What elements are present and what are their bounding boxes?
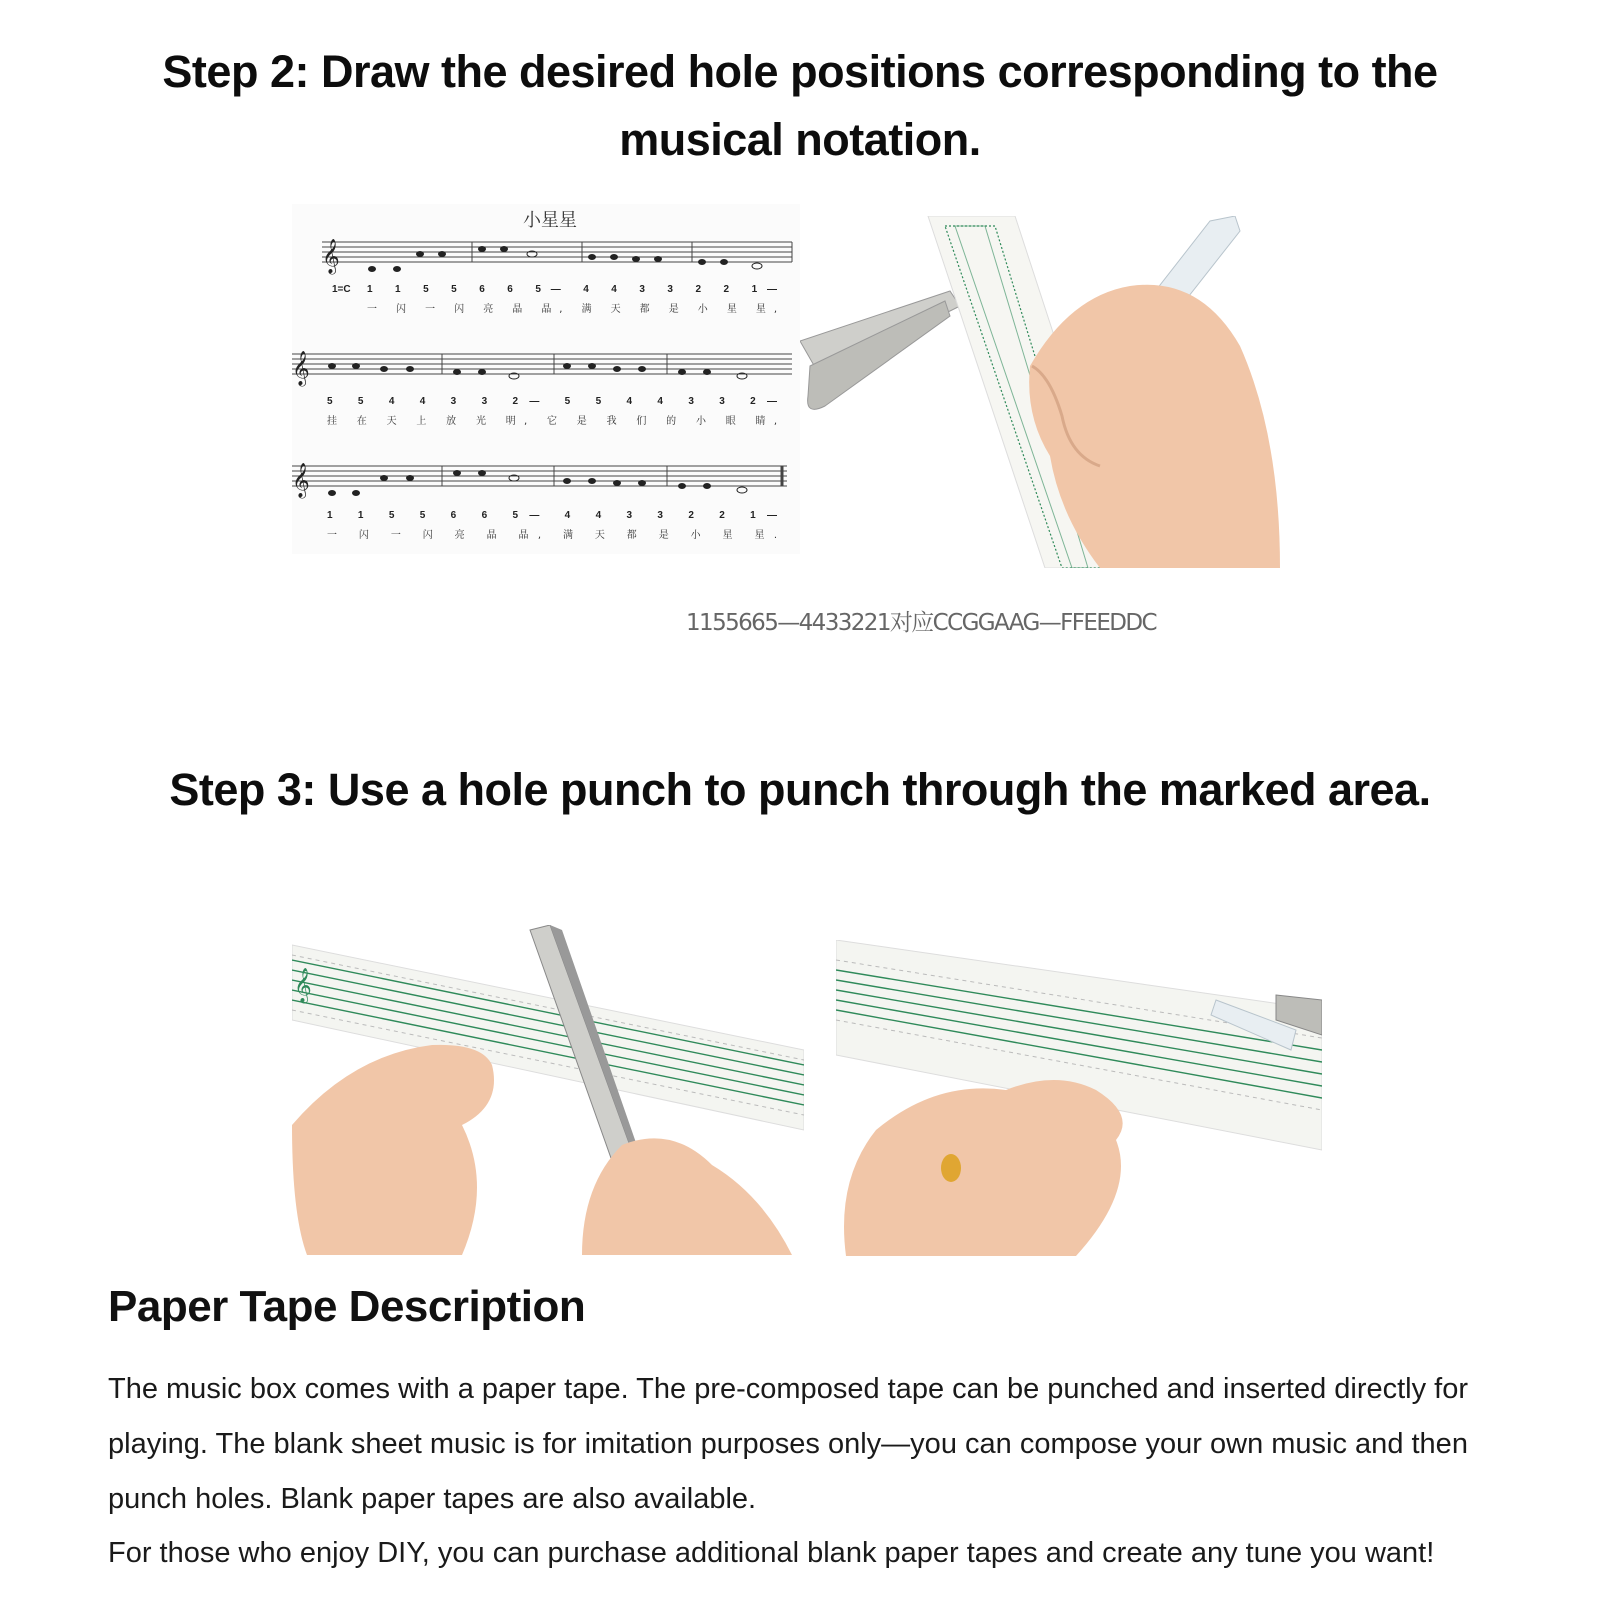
- staff-2-notes: [328, 363, 747, 379]
- staff-3-notes: [328, 470, 747, 496]
- numbers-row-1: 1 1 5 5 6 6 5— 4 4 3 3 2 2 1—: [367, 284, 778, 295]
- hand-right-icon: [582, 1138, 792, 1255]
- pen-marking-photo: [800, 216, 1320, 568]
- step2-heading-line1: Step 2: Draw the desired hole positions corresponding to the: [162, 46, 1438, 97]
- step2-heading-line2: musical notation.: [619, 114, 981, 165]
- description-title: Paper Tape Description: [108, 1282, 586, 1331]
- step3-heading: [0, 756, 1600, 824]
- treble-clef-icon: 𝄞: [292, 351, 310, 386]
- staff-1: [322, 242, 792, 262]
- description-paragraph-2: For those who enjoy DIY, you can purchase additional blank paper tapes and create any tune you want!: [108, 1537, 1435, 1569]
- numbers-row-3: 1 1 5 5 6 6 5— 4 4 3 3 2 2 1—: [327, 510, 777, 521]
- treble-clef-icon: 𝄞: [292, 463, 310, 498]
- description-paragraph-1: The music box comes with a paper tape. The pre-composed tape can be punched and inserted directly for playing. The blank sheet music is for imitation purposes only—you can compose your own music and then punch holes. Blank paper tapes are also available.: [108, 1373, 1469, 1515]
- lyrics-row-3: 一 闪 一 闪 亮 晶 晶, 满 天 都 是 小 星 星.: [327, 530, 778, 541]
- staff-2: [292, 354, 792, 374]
- hand-icon: [844, 1080, 1123, 1256]
- staff-1-notes: [368, 246, 762, 272]
- sheet-music-drawing: [292, 204, 800, 554]
- punching-photo-2: [836, 940, 1322, 1256]
- staff-3: [292, 466, 787, 486]
- step3-heading-line1: Step 3: Use a hole punch to punch through the marked area.: [169, 764, 1431, 815]
- punching-photo-1: [292, 925, 804, 1255]
- sheet-music-image: [292, 204, 800, 554]
- lyrics-row-1: 一 闪 一 闪 亮 晶 晶, 满 天 都 是 小 星 星,: [367, 304, 777, 315]
- treble-clef-icon: 𝄞: [322, 239, 340, 274]
- key-signature: 1=C: [332, 284, 351, 295]
- song-title: 小星星: [523, 210, 577, 231]
- hole-punch-icon: [800, 291, 960, 409]
- step2-heading: [0, 38, 1600, 174]
- lyrics-row-2: 挂 在 天 上 放 光 明, 它 是 我 们 的 小 眼 睛,: [327, 416, 778, 427]
- punching-drawing-1: [292, 925, 804, 1255]
- numbers-row-2: 5 5 4 4 3 3 2— 5 5 4 4 3 3 2—: [327, 396, 777, 407]
- notation-mapping-caption: 1155665—4433221对应CCGGAAG—FFEEDDC: [686, 610, 1156, 636]
- punching-drawing-2: [836, 940, 1322, 1256]
- ring-icon: [941, 1154, 961, 1182]
- hand-left-icon: [292, 1045, 494, 1255]
- pen-marking-drawing: [800, 216, 1320, 568]
- treble-clef-icon: 𝄞: [294, 968, 312, 1003]
